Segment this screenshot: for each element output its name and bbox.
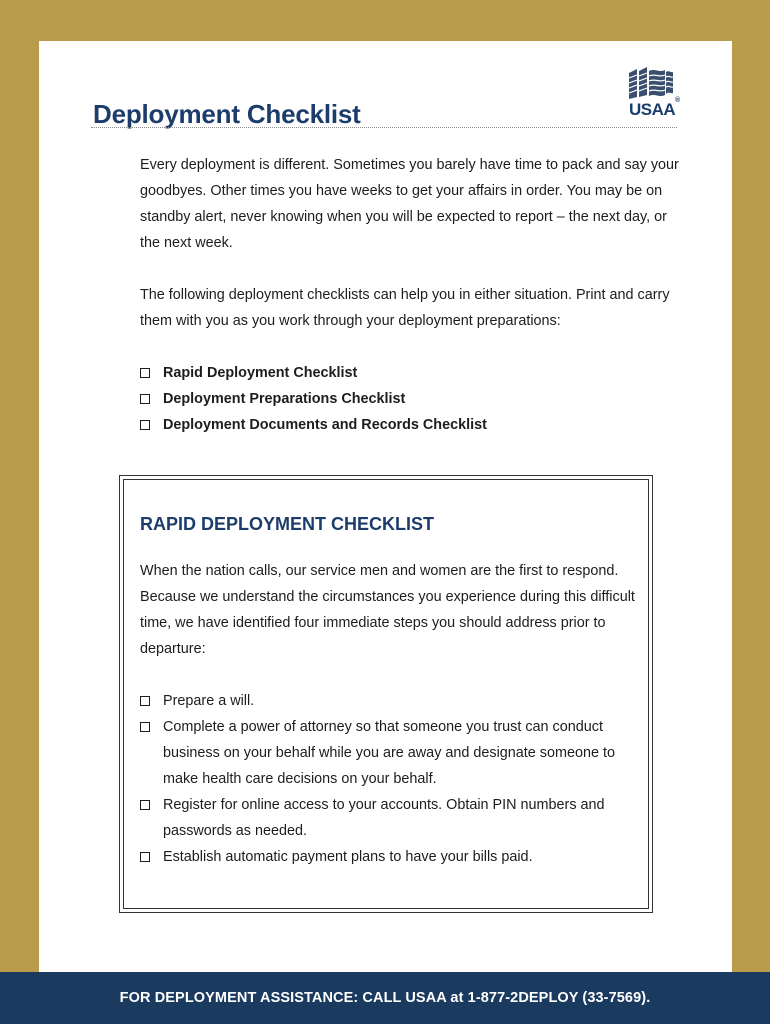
rapid-steps-list <box>140 688 645 870</box>
usaa-eagle-logo-icon <box>625 67 675 101</box>
footer-bar <box>0 972 770 1024</box>
registered-mark: ® <box>675 97 681 104</box>
intro-paragraph-2: The following deployment checklists can help you in either situation. Print and carry them with you as you work through your deployment preparations: <box>140 287 670 329</box>
checkbox-icon <box>140 394 150 404</box>
checkbox-icon <box>140 800 150 810</box>
rapid-deployment-body <box>140 558 645 870</box>
page-title: Deployment Checklist <box>93 99 361 129</box>
checkbox-icon <box>140 722 150 732</box>
document-page <box>39 41 732 972</box>
checkbox-icon <box>140 368 150 378</box>
checkbox-icon <box>140 420 150 430</box>
intro-paragraph-1: Every deployment is different. Sometimes you barely have time to pack and say your goodbyes. Other times you have weeks to get your affairs in order. You may be on standby alert, never knowing when you will be expected to report – the next day, or the next week. <box>140 157 679 251</box>
checklist-index <box>140 360 680 438</box>
rapid-deployment-intro: When the nation calls, our service men and women are the first to respond. Because we understand the circumstances you experience during this difficult time, we have identified four immediate steps you should address prior to departure: <box>140 563 635 657</box>
rapid-step <box>140 792 645 844</box>
checklist-index-label: Deployment Preparations Checklist <box>163 391 406 407</box>
checklist-index-item <box>140 412 680 438</box>
rapid-deployment-box <box>119 475 653 913</box>
rapid-step <box>140 714 645 792</box>
rapid-step-text: Establish automatic payment plans to have your bills paid. <box>163 849 533 865</box>
checklist-index-label: Deployment Documents and Records Checklist <box>163 417 487 433</box>
usaa-logo <box>625 67 685 123</box>
checklist-index-label: Rapid Deployment Checklist <box>163 365 358 381</box>
checkbox-icon <box>140 852 150 862</box>
title-divider <box>91 127 677 128</box>
rapid-step <box>140 844 645 870</box>
checklist-index-item <box>140 386 680 412</box>
logo-wordmark: USAA <box>629 100 676 119</box>
rapid-step-text: Complete a power of attorney so that someone you trust can conduct business on your behalf while you are away and designate someone to make health care decisions on your behalf. <box>163 719 615 787</box>
intro-section <box>140 152 680 438</box>
checklist-index-item <box>140 360 680 386</box>
rapid-step <box>140 688 645 714</box>
rapid-step-text: Register for online access to your accounts. Obtain PIN numbers and passwords as needed. <box>163 797 605 839</box>
rapid-deployment-inner-border <box>123 479 649 909</box>
footer-assistance-text: FOR DEPLOYMENT ASSISTANCE: CALL USAA at 1-877-2DEPLOY (33-7569). <box>119 990 651 1006</box>
checkbox-icon <box>140 696 150 706</box>
rapid-step-text: Prepare a will. <box>163 693 255 709</box>
rapid-deployment-heading: RAPID DEPLOYMENT CHECKLIST <box>140 514 435 534</box>
